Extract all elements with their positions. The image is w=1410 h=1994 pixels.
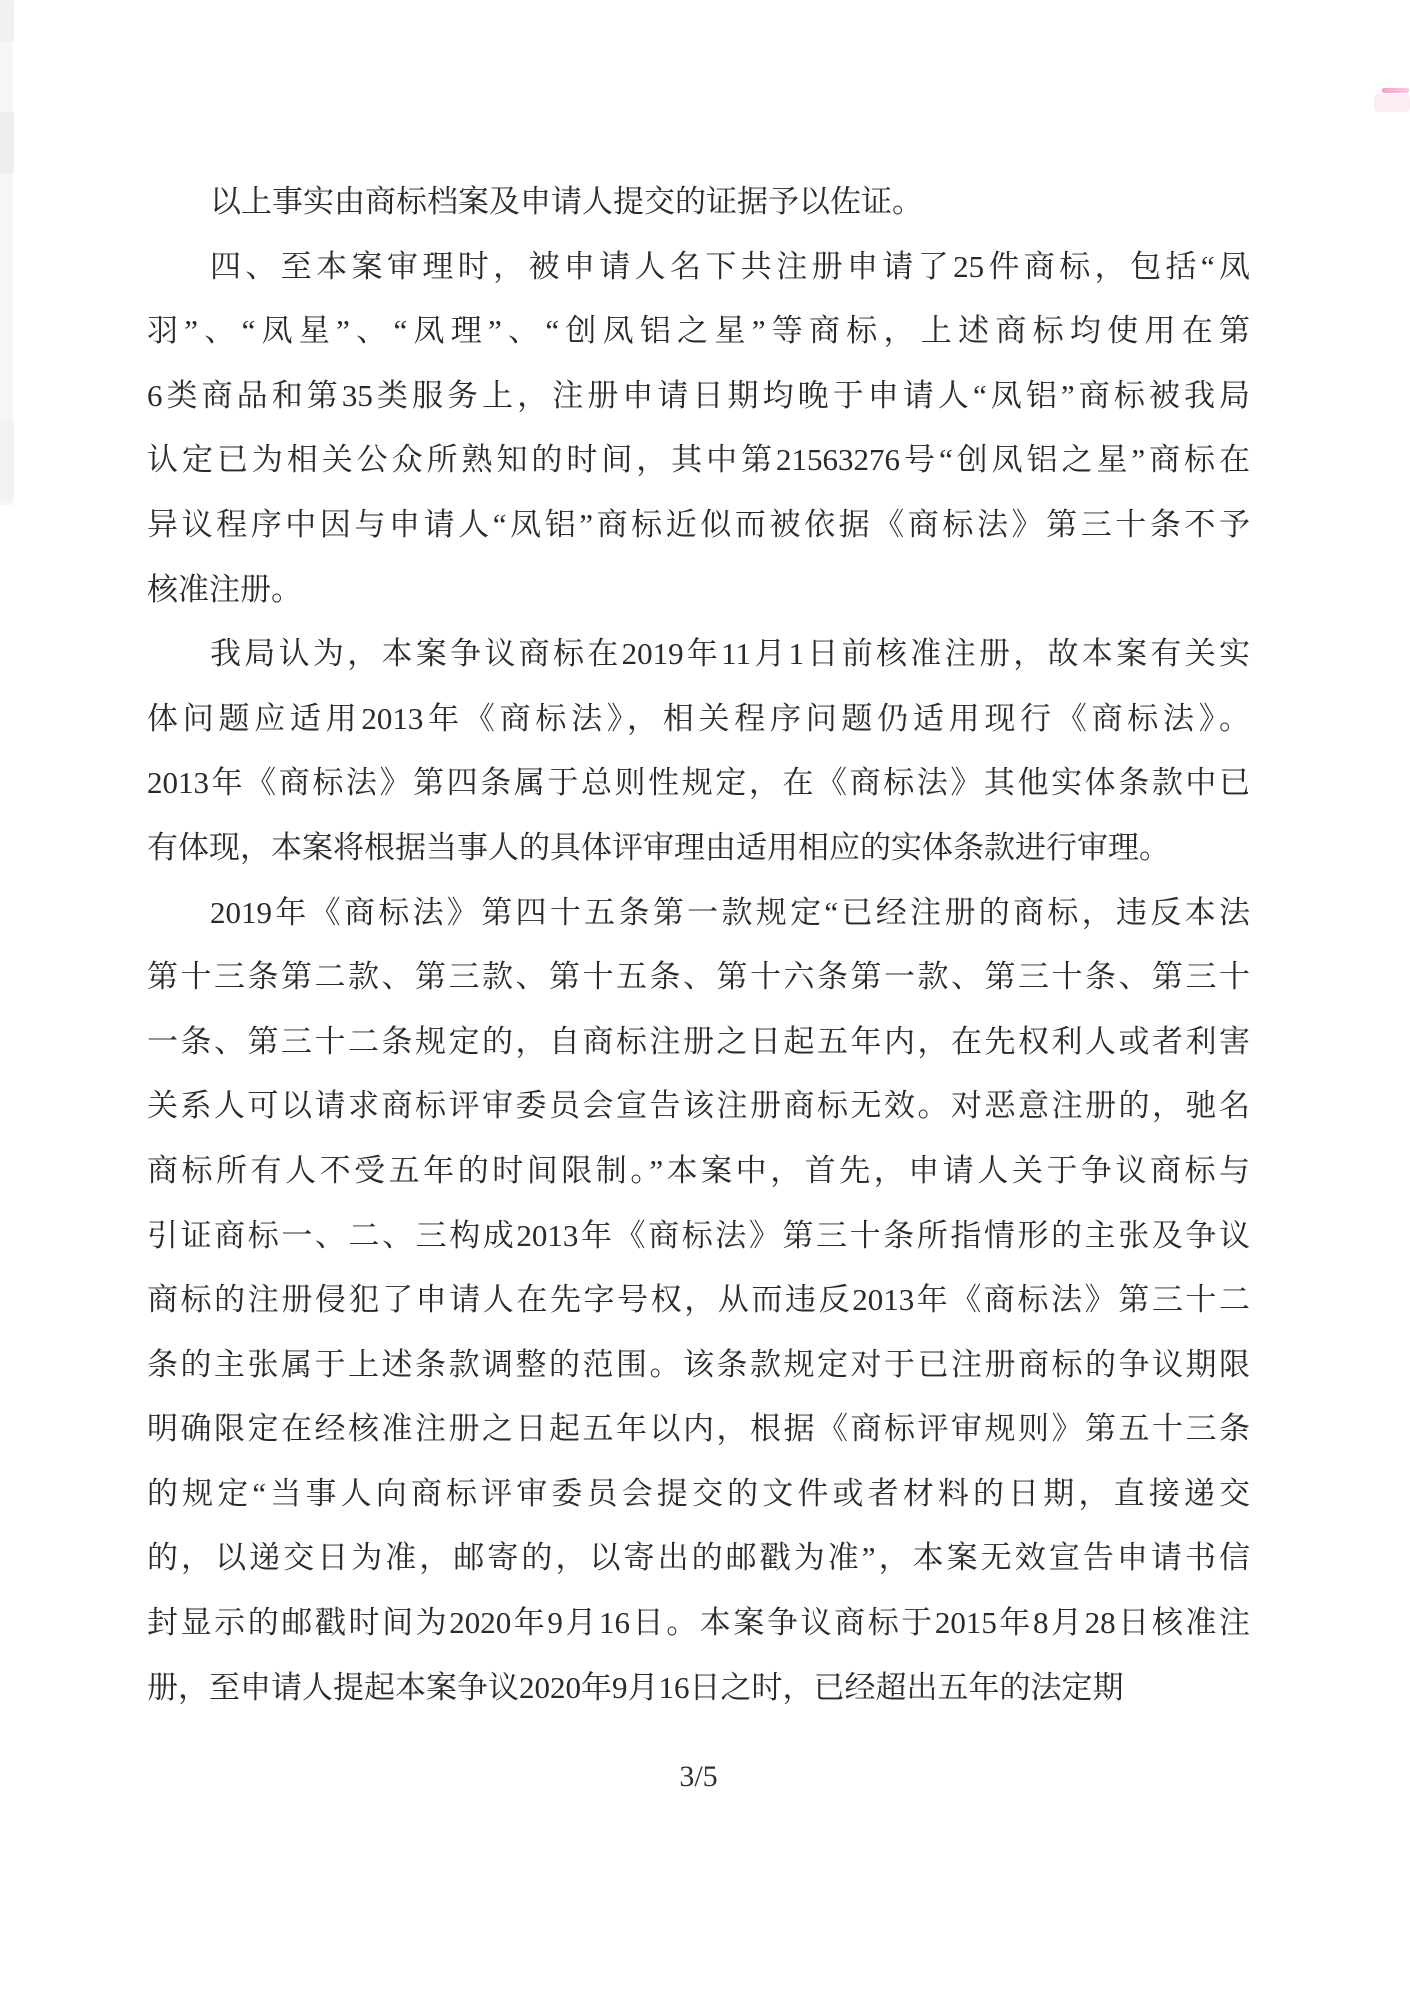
text-line: 的，以递交日为准，邮寄的，以寄出的邮戳为准”，本案无效宣告申请书信: [147, 1540, 1250, 1576]
text-line: 一条、第三十二条规定的，自商标注册之日起五年内，在先权利人或者利害: [147, 1023, 1250, 1059]
pink-marker-smudge: [1374, 94, 1410, 112]
text-line: 四、至本案审理时，被申请人名下共注册申请了25件商标，包括“凤: [210, 248, 1250, 284]
scan-artifact-smudge: [0, 112, 14, 174]
scan-artifact-smudge: [0, 420, 14, 500]
text-line: 封显示的邮戳时间为2020年9月16日。本案争议商标于2015年8月28日核准注: [147, 1605, 1250, 1641]
text-line: 核准注册。: [147, 571, 302, 607]
text-line: 以上事实由商标档案及申请人提交的证据予以佐证。: [210, 184, 923, 219]
text-line: 册，至申请人提起本案争议2020年9月16日之时，已经超出五年的法定期: [147, 1669, 1124, 1705]
pink-marker-dash: [1382, 88, 1409, 93]
text-line: 商标的注册侵犯了申请人在先字号权，从而违反2013年《商标法》第三十二: [147, 1282, 1250, 1318]
text-line: 羽”、“凤星”、“凤理”、“创凤铝之星”等商标，上述商标均使用在第: [147, 313, 1250, 349]
text-line: 6类商品和第35类服务上，注册申请日期均晚于申请人“凤铝”商标被我局: [147, 377, 1250, 413]
document-body: [147, 170, 1250, 1720]
text-line: 2013年《商标法》第四条属于总则性规定，在《商标法》其他实体条款中已: [147, 765, 1250, 801]
text-line: 明确限定在经核准注册之日起五年以内，根据《商标评审规则》第五十三条: [147, 1411, 1250, 1447]
text-line: 商标所有人不受五年的时间限制。”本案中，首先，申请人关于争议商标与: [147, 1152, 1250, 1188]
text-line: 我局认为，本案争议商标在2019年11月1日前核准注册，故本案有关实: [210, 636, 1250, 672]
text-line: 第十三条第二款、第三款、第十五条、第十六条第一款、第三十条、第三十: [147, 959, 1250, 995]
text-line: 关系人可以请求商标评审委员会宣告该注册商标无效。对恶意注册的，驰名: [147, 1088, 1250, 1124]
scan-artifact-smudge: [0, 0, 14, 42]
text-line: 条的主张属于上述条款调整的范围。该条款规定对于已注册商标的争议期限: [147, 1346, 1250, 1382]
text-line: 异议程序中因与申请人“凤铝”商标近似而被依据《商标法》第三十条不予: [147, 506, 1250, 542]
text-line: 认定已为相关公众所熟知的时间，其中第21563276号“创凤铝之星”商标在: [147, 442, 1250, 478]
text-line: 引证商标一、二、三构成2013年《商标法》第三十条所指情形的主张及争议: [147, 1217, 1250, 1253]
page-number: 3/5: [679, 1760, 718, 1793]
text-line: 2019年《商标法》第四十五条第一款规定“已经注册的商标，违反本法: [210, 894, 1250, 930]
text-line: 有体现，本案将根据当事人的具体评审理由适用相应的实体条款进行审理。: [147, 829, 1170, 865]
text-line: 体问题应适用2013年《商标法》，相关程序问题仍适用现行《商标法》。: [147, 700, 1250, 736]
text-line: 的规定“当事人向商标评审委员会提交的文件或者材料的日期，直接递交: [147, 1475, 1250, 1511]
